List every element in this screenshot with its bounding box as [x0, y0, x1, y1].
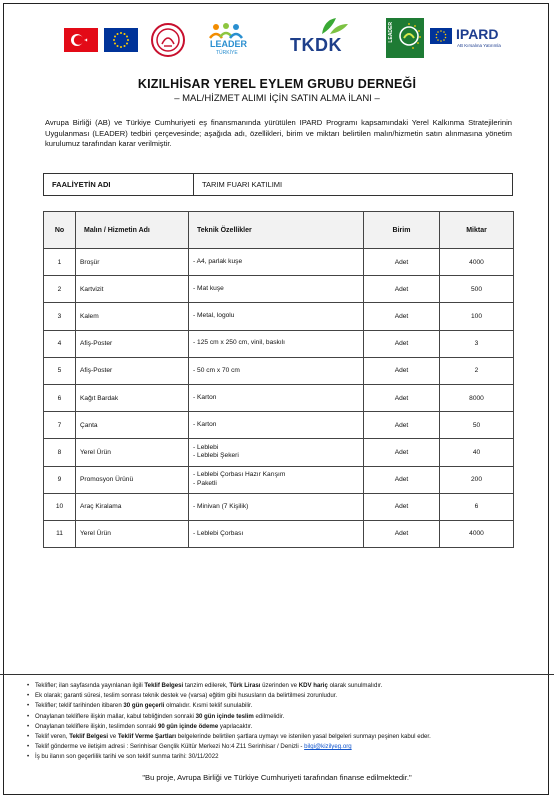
- row-name: Promosyon Ürünü: [76, 466, 189, 493]
- note-text: olmalıdır. Kısmi teklif sunulabilir.: [164, 702, 253, 710]
- note-bold: Türk Lirası: [229, 682, 261, 689]
- ipard-eu-flag-icon: [430, 28, 452, 44]
- row-unit: Adet: [364, 384, 440, 411]
- note-bold: 30 gün içinde teslim: [195, 712, 254, 720]
- row-no: 11: [44, 520, 76, 547]
- row-unit: Adet: [364, 330, 440, 357]
- note-item: [35, 722, 554, 732]
- email-link[interactable]: bilgi@kizilyeg.org: [304, 743, 352, 751]
- note-bold: KDV hariç: [298, 682, 328, 689]
- spec-line: - Karton: [193, 420, 217, 428]
- row-name: Kalem: [76, 303, 189, 330]
- row-unit: Adet: [364, 303, 440, 330]
- table-row: [44, 276, 514, 303]
- row-spec: [189, 493, 364, 520]
- row-name: Afiş-Poster: [76, 357, 189, 384]
- note-text: yapılacaktır.: [218, 722, 253, 730]
- spec-line: - Leblebi: [193, 443, 219, 451]
- turkey-flag-logo: [64, 28, 98, 52]
- note-text: üzerinden ve: [260, 682, 299, 689]
- note-text: Teklif veren,: [35, 733, 70, 741]
- table-row: [44, 357, 514, 384]
- row-name: Afiş-Poster: [76, 330, 189, 357]
- spec-line: - Minivan (7 Kişilik): [193, 502, 249, 510]
- row-no: 1: [44, 249, 76, 276]
- note-item: [35, 681, 554, 691]
- spec-line: - 125 cm x 250 cm, vinil, baskılı: [193, 339, 285, 347]
- note-text: belgelerinde belirtilen şartlara uymayı ve istenilen yasal belgeleri sunmayı peşinen kabul eder.: [176, 733, 431, 741]
- note-text: Teklif gönderme ve iletişim adresi : Serinhisar Gençlik Kültür Merkezi No:4 Z11 Serinhisar / Denizli -: [35, 743, 305, 751]
- spec-line: - Metal, logolu: [193, 312, 235, 320]
- note-bold: Teklif Belgesi: [144, 682, 184, 689]
- funding-footer: "Bu proje, Avrupa Birliği ve Türkiye Cumhuriyeti tarafından finanse edilmektedir.": [142, 773, 412, 782]
- table-header-row: [44, 212, 514, 249]
- note-text: Onaylanan tekliflere ilişkin, teslimden sonraki: [35, 722, 158, 730]
- spec-line: - Leblebi Şekeri: [193, 452, 239, 460]
- row-no: 4: [44, 330, 76, 357]
- table-row: [44, 412, 514, 439]
- row-unit: Adet: [364, 276, 440, 303]
- logo-strip: [54, 16, 514, 60]
- row-name: Yerel Ürün: [76, 520, 189, 547]
- header-spec: Teknik Özellikler: [189, 212, 364, 249]
- row-spec: [189, 276, 364, 303]
- row-name: Çanta: [76, 412, 189, 439]
- row-no: 9: [44, 466, 76, 493]
- row-qty: 2: [440, 357, 514, 384]
- row-spec: [189, 520, 364, 547]
- header-name: Malın / Hizmetin Adı: [76, 212, 189, 249]
- activity-value: TARIM FUARI KATILIMI: [202, 180, 283, 189]
- row-qty: 500: [440, 276, 514, 303]
- row-qty: 6: [440, 493, 514, 520]
- row-no: 10: [44, 493, 76, 520]
- leader-logo-subtext: TÜRKİYE: [216, 50, 238, 56]
- row-qty: 4000: [440, 249, 514, 276]
- note-item: [35, 742, 554, 752]
- ministry-emblem-logo: [150, 22, 186, 58]
- row-unit: Adet: [364, 520, 440, 547]
- row-unit: Adet: [364, 466, 440, 493]
- row-no: 2: [44, 276, 76, 303]
- row-unit: Adet: [364, 439, 440, 466]
- header-unit: Birim: [364, 212, 440, 249]
- row-spec: [189, 330, 364, 357]
- row-spec: [189, 439, 364, 466]
- row-spec: [189, 303, 364, 330]
- row-spec: [189, 466, 364, 493]
- row-spec: [189, 384, 364, 411]
- row-qty: 8000: [440, 384, 514, 411]
- note-item: • İş bu ilanın son geçerlilik tarihi ve son teklif sunma tarihi: 30/11/2022: [35, 752, 554, 762]
- table-row: [44, 303, 514, 330]
- row-name: Yerel Ürün: [76, 439, 189, 466]
- leader-turkiye-logo: [200, 22, 260, 56]
- note-text: Teklifler; teklif tarihinden itibaren: [35, 702, 124, 710]
- spec-line: - Karton: [193, 393, 217, 401]
- row-qty: 50: [440, 412, 514, 439]
- row-unit: Adet: [364, 412, 440, 439]
- ipard-logo-subtext: AB Kırsalına Yatırımla: [457, 43, 501, 48]
- header-no: No: [44, 212, 76, 249]
- table-row: [44, 330, 514, 357]
- activity-box: [43, 173, 513, 196]
- activity-label: FAALİYETİN ADI: [44, 174, 194, 195]
- row-name: Kartvizit: [76, 276, 189, 303]
- row-qty: 40: [440, 439, 514, 466]
- eu-flag-logo: [104, 28, 138, 52]
- row-no: 6: [44, 384, 76, 411]
- row-qty: 100: [440, 303, 514, 330]
- items-table: [43, 211, 514, 548]
- page-title: KIZILHİSAR YEREL EYLEM GRUBU DERNEĞİ: [137, 77, 417, 91]
- row-qty: 200: [440, 466, 514, 493]
- row-no: 8: [44, 439, 76, 466]
- intro-paragraph: Avrupa Birliği (AB) ve Türkiye Cumhuriyeti eş finansmanında yürütülen IPARD Programı kapsamındaki Yerel Kalkınma Stratejilerinin Uygulanması (LEADER) tedbiri çerçevesinde; aşağıda adı, özellikleri, birim ve miktarı belirtilen malın/hizmetin satın alınmasına yönetim kurulumuz tarafından karar verilmiştir.: [45, 118, 512, 149]
- table-row: [44, 520, 514, 547]
- leader-eu-logo: [386, 18, 424, 58]
- header-qty: Miktar: [440, 212, 514, 249]
- row-name: Broşür: [76, 249, 189, 276]
- table-row: [44, 466, 514, 493]
- spec-line: - Leblebi Çorbası Hazır Karışım: [193, 471, 286, 479]
- note-text: edilmelidir.: [253, 712, 285, 720]
- row-qty: 3: [440, 330, 514, 357]
- note-text: Teklifler; ilan sayfasında yayınlanan ilgili: [35, 682, 145, 689]
- row-name: Araç Kiralama: [76, 493, 189, 520]
- tkdk-leaf-icon: [314, 16, 354, 36]
- note-item: [35, 732, 554, 742]
- spec-line: - Paketli: [193, 479, 217, 487]
- note-text: Onaylanan tekliflere ilişkin mallar, kabul tebliğinden sonraki: [35, 712, 196, 720]
- row-unit: Adet: [364, 249, 440, 276]
- row-unit: Adet: [364, 357, 440, 384]
- spec-line: - Mat kuşe: [193, 285, 224, 293]
- row-qty: 4000: [440, 520, 514, 547]
- table-row: [44, 249, 514, 276]
- note-item: [35, 701, 554, 711]
- leader-eu-logo-text: LEADER: [388, 22, 394, 43]
- spec-line: - 50 cm x 70 cm: [193, 366, 240, 374]
- note-bold: Teklif Verme Şartları: [117, 733, 177, 741]
- spec-line: - Leblebi Çorbası: [193, 529, 244, 537]
- note-text: tanzim edilerek,: [183, 682, 230, 689]
- row-no: 3: [44, 303, 76, 330]
- tkdk-logo: [284, 16, 364, 60]
- spec-line: - A4, parlak kuşe: [193, 257, 243, 265]
- ipard-logo: [430, 26, 514, 54]
- note-item: • Ek olarak; garanti süresi, teslim sonrası teknik destek ve (varsa) eğitim gibi hususların da belirtilmesi zorunludur.: [35, 691, 554, 701]
- note-text: olarak sunulmalıdır.: [327, 682, 383, 689]
- row-unit: Adet: [364, 493, 440, 520]
- table-row: [44, 384, 514, 411]
- note-bold: 90 gün içinde ödeme: [157, 722, 219, 730]
- leader-logo-text: LEADER: [210, 39, 248, 49]
- row-no: 7: [44, 412, 76, 439]
- table-body: [44, 249, 514, 548]
- note-item: [35, 712, 554, 722]
- row-spec: [189, 412, 364, 439]
- row-name: Kağıt Bardak: [76, 384, 189, 411]
- page-subtitle: – MAL/HİZMET ALIMI İÇİN SATIN ALMA İLANI –: [174, 93, 380, 104]
- row-spec: [189, 357, 364, 384]
- notes-section: [0, 674, 554, 763]
- table-row: [44, 493, 514, 520]
- row-spec: [189, 249, 364, 276]
- tkdk-logo-text: TKDK: [290, 35, 342, 55]
- row-no: 5: [44, 357, 76, 384]
- note-bold: Teklif Belgesi: [69, 733, 109, 741]
- note-text: ve: [108, 733, 118, 741]
- ipard-logo-text: IPARD: [456, 26, 499, 42]
- note-bold: 30 gün geçerli: [123, 702, 165, 710]
- table-row: [44, 439, 514, 466]
